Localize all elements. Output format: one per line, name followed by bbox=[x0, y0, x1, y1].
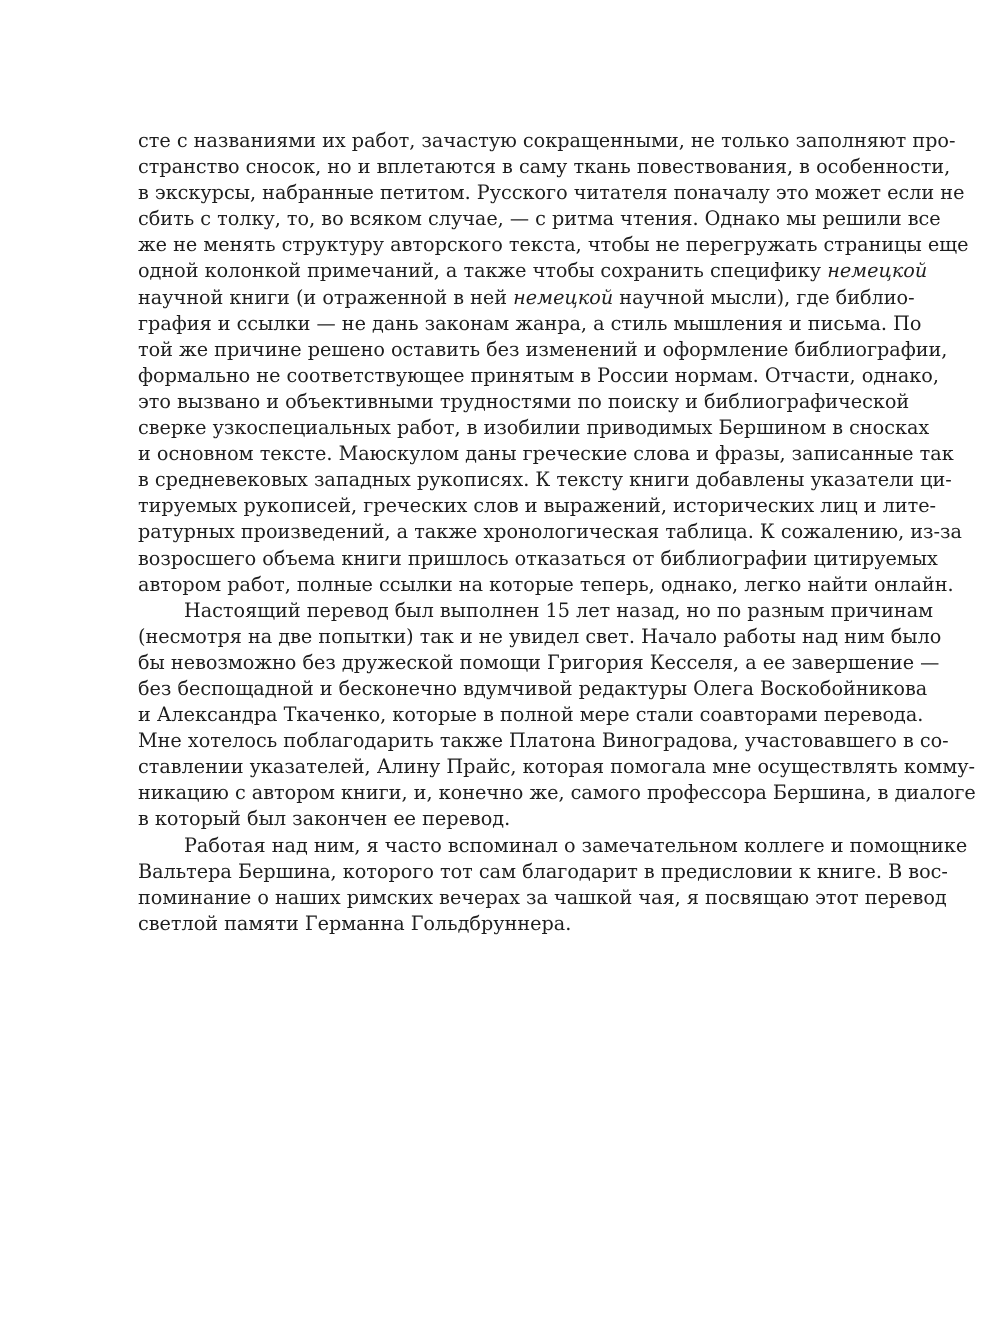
text-segment: тируемых рукописей, греческих слов и выражений, исторических лиц и лите- bbox=[138, 494, 937, 518]
text-segment: никацию с автором книги, и, конечно же, самого профессора Бершина, в диалоге bbox=[138, 781, 976, 805]
text-line bbox=[138, 363, 939, 389]
paragraph-p1 bbox=[138, 128, 969, 598]
text-line bbox=[138, 546, 938, 572]
text-line bbox=[138, 598, 934, 624]
text-line bbox=[138, 154, 951, 180]
text-line bbox=[138, 493, 937, 519]
text-segment: в который был закончен ее перевод. bbox=[138, 807, 511, 831]
text-line bbox=[138, 467, 952, 493]
text-line bbox=[138, 859, 948, 885]
paragraph-p2 bbox=[138, 598, 976, 833]
text-segment: в средневековых западных рукописях. К тексту книги добавлены указатели ци- bbox=[138, 468, 952, 492]
text-segment: это вызвано и объективными трудностями по поиску и библиографической bbox=[138, 389, 910, 413]
italic-text: немецкой bbox=[827, 259, 928, 283]
text-line bbox=[138, 572, 954, 598]
text-segment: ратурных произведений, а также хронологическая таблица. К сожалению, из-за bbox=[138, 520, 962, 544]
text-segment: сте с названиями их работ, зачастую сокращенными, не только заполняют про- bbox=[138, 129, 956, 152]
italic-text: немецкой bbox=[513, 285, 614, 309]
text-segment: научной мысли), где библио- bbox=[613, 285, 915, 309]
text-line bbox=[138, 728, 949, 754]
text-line bbox=[138, 885, 947, 911]
text-segment: и основном тексте. Маюскулом даны греческие слова и фразы, записанные так bbox=[138, 442, 954, 466]
text-line bbox=[138, 676, 928, 702]
text-line bbox=[138, 311, 922, 337]
text-segment: Работая над ним, я часто вспоминал о замечательном коллеге и помощнике bbox=[184, 833, 968, 857]
text-line bbox=[138, 754, 976, 780]
text-line bbox=[138, 780, 976, 806]
text-line bbox=[138, 415, 930, 441]
text-segment: светлой памяти Германна Гольдбруннера. bbox=[138, 911, 572, 935]
text-segment: Настоящий перевод был выполнен 15 лет назад, но по разным причинам bbox=[184, 598, 934, 622]
text-segment: научной книги (и отраженной в ней bbox=[138, 285, 514, 309]
text-segment: сверке узкоспециальных работ, в изобилии приводимых Бершином в сносках bbox=[138, 416, 930, 440]
text-line bbox=[138, 232, 969, 258]
text-line bbox=[138, 806, 892, 832]
paragraph-p3 bbox=[138, 833, 968, 937]
text-line bbox=[138, 833, 968, 859]
text-line bbox=[138, 624, 942, 650]
text-line bbox=[138, 258, 928, 284]
text-line bbox=[138, 519, 962, 545]
text-segment: же не менять структуру авторского текста, чтобы не перегружать страницы еще bbox=[138, 233, 969, 257]
text-segment: возросшего объема книги пришлось отказаться от библиографии цитируемых bbox=[138, 546, 938, 570]
text-segment: формально не соответствующее принятым в России нормам. Отчасти, однако, bbox=[138, 363, 939, 387]
text-line bbox=[138, 650, 940, 676]
text-line bbox=[138, 441, 954, 467]
text-segment: той же причине решено оставить без изменений и оформление библиографии, bbox=[138, 337, 948, 361]
text-segment: графия и ссылки — не дань законам жанра, а стиль мышления и письма. По bbox=[138, 311, 922, 335]
text-line bbox=[138, 911, 892, 937]
text-line bbox=[138, 285, 915, 311]
body-text bbox=[138, 128, 976, 937]
text-segment: странство сносок, но и вплетаются в саму ткань повествования, в особенности, bbox=[138, 155, 951, 179]
text-line bbox=[138, 389, 910, 415]
text-line bbox=[138, 702, 924, 728]
text-segment: автором работ, полные ссылки на которые теперь, однако, легко найти онлайн. bbox=[138, 572, 954, 596]
text-segment: поминание о наших римских вечерах за чашкой чая, я посвящаю этот перевод bbox=[138, 885, 947, 909]
text-line bbox=[138, 128, 956, 154]
text-segment: сбить с толку, то, во всяком случае, — с ритма чтения. Однако мы решили все bbox=[138, 207, 941, 231]
text-segment: в экскурсы, набранные петитом. Русского читателя поначалу это может если не bbox=[138, 181, 965, 205]
text-segment: одной колонкой примечаний, а также чтобы сохранить специфику bbox=[138, 259, 828, 283]
text-segment: (несмотря на две попытки) так и не увидел свет. Начало работы над ним было bbox=[138, 624, 942, 648]
text-segment: Мне хотелось поблагодарить также Платона Виноградова, участовавшего в со- bbox=[138, 729, 949, 753]
text-segment: без беспощадной и бесконечно вдумчивой редактуры Олега Воскобойникова bbox=[138, 676, 928, 700]
text-segment: и Александра Ткаченко, которые в полной мере стали соавторами перевода. bbox=[138, 703, 924, 727]
text-line bbox=[138, 337, 948, 363]
text-line bbox=[138, 180, 965, 206]
text-segment: Вальтера Бершина, которого тот сам благодарит в предисловии к книге. В вос- bbox=[138, 859, 948, 883]
text-line bbox=[138, 206, 941, 232]
text-segment: бы невозможно без дружеской помощи Григория Кесселя, а ее завершение — bbox=[138, 650, 940, 674]
text-segment: ставлении указателей, Алину Прайс, которая помогала мне осуществлять комму- bbox=[138, 755, 976, 779]
